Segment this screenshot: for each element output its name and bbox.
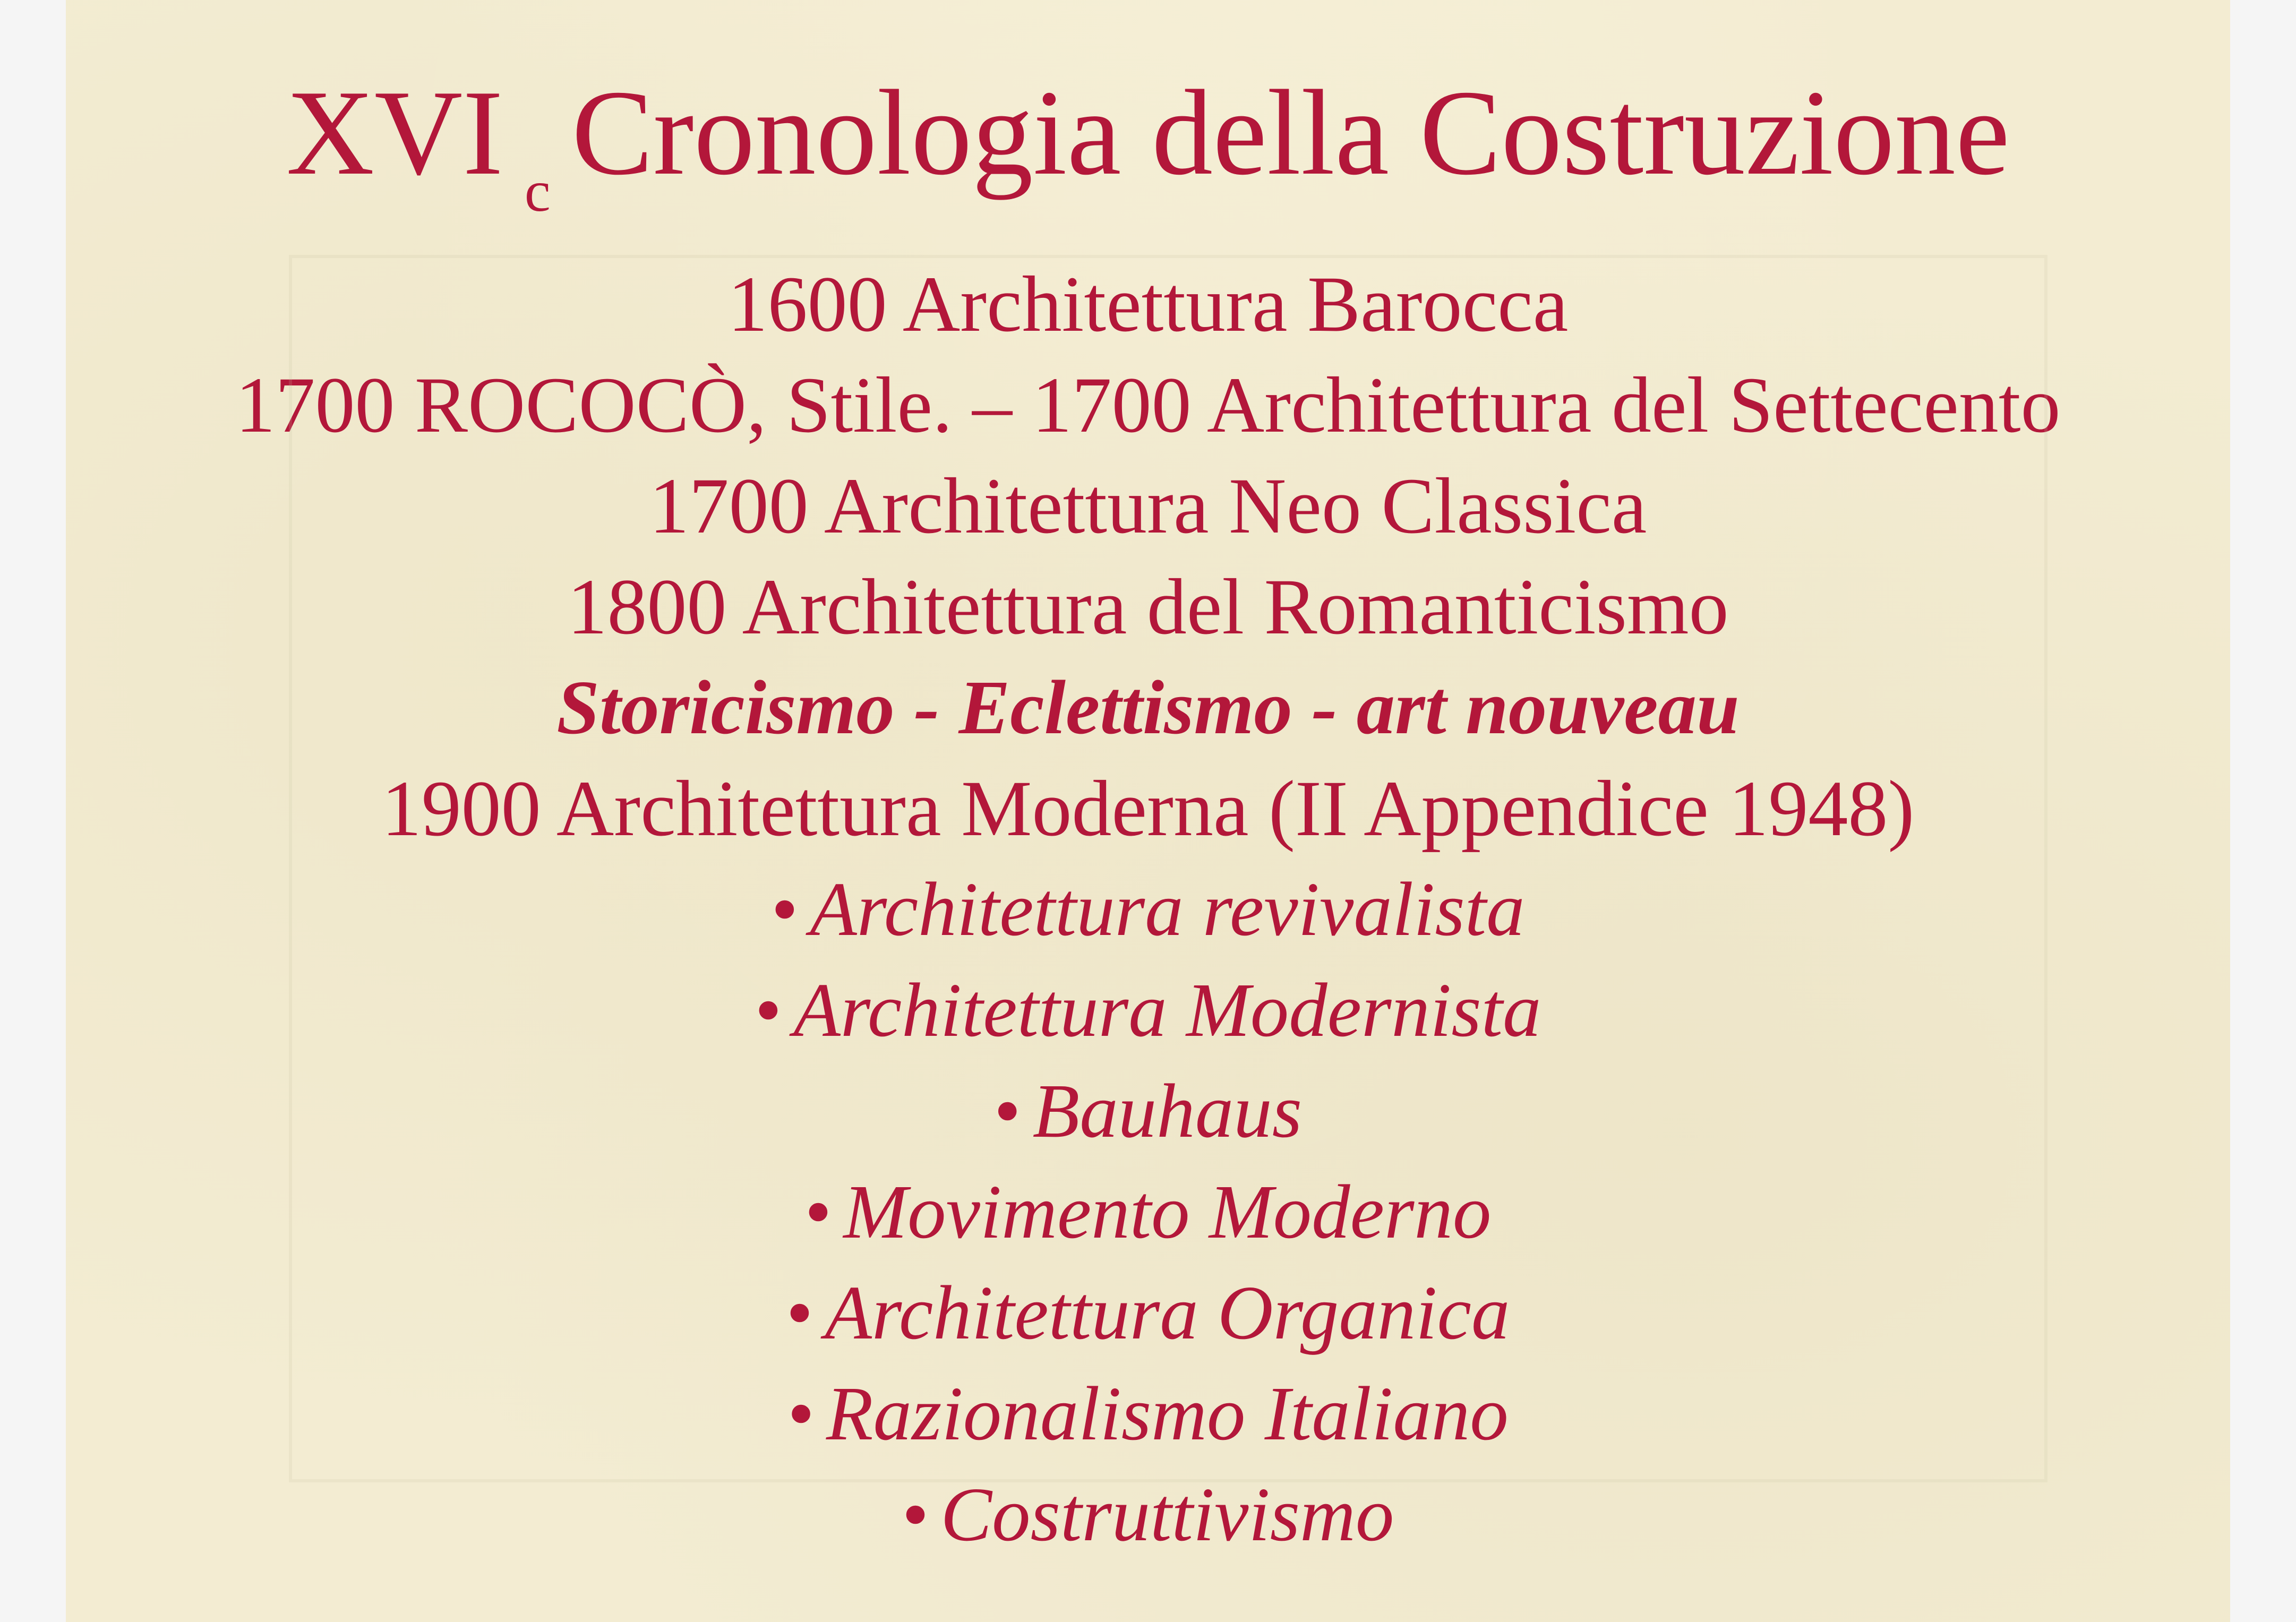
slide-page (66, 0, 2230, 1622)
bullet-item (66, 1162, 2230, 1263)
chronology-line-neoclassical: 1700 Architettura Neo Classica (649, 462, 1647, 550)
chronology-list (66, 254, 2230, 1565)
slide-title (66, 61, 2230, 226)
bullet-mark: • (804, 1170, 832, 1255)
bullet-mark: • (902, 1472, 929, 1557)
bullet-mark: • (786, 1271, 813, 1355)
bullet-mark: • (755, 968, 782, 1053)
bullet-mark: • (771, 867, 799, 952)
bullet-item (66, 1263, 2230, 1363)
chronology-line-romanticism: 1800 Architettura del Romanticismo (567, 563, 1729, 651)
bullet-text: Architettura Organica (825, 1271, 1510, 1355)
bullet-text: Bauhaus (1032, 1069, 1303, 1154)
title-subscript: c (524, 159, 551, 224)
bullet-text: Movimento Moderno (843, 1170, 1492, 1255)
chronology-line-rococo: 1700 ROCOCÒ, Stile. – 1700 Architettura del Settecento (235, 361, 2061, 449)
bullet-text: Razionalismo Italiano (826, 1371, 1509, 1456)
bullet-item (66, 1464, 2230, 1565)
bullet-text: Architettura revivalista (810, 867, 1525, 952)
bullet-mark: • (993, 1069, 1021, 1154)
bullet-item (66, 1061, 2230, 1162)
chronology-line-baroque: 1600 Architettura Barocca (727, 260, 1569, 348)
title-century: XVI (286, 65, 503, 200)
bullet-text: Architettura Modernista (793, 968, 1541, 1053)
chronology-line-modern: 1900 Architettura Moderna (II Appendice 1948) (381, 765, 1915, 853)
bullet-item (66, 859, 2230, 960)
bullet-item (66, 1363, 2230, 1464)
bullet-text: Costruttivismo (940, 1472, 1394, 1557)
chronology-line-historicism: Storicismo - Eclettismo - art nouveau (556, 665, 1740, 750)
title-text: Cronologia della Costruzione (571, 65, 2010, 200)
bullet-mark: • (787, 1371, 815, 1456)
bullet-item (66, 960, 2230, 1061)
